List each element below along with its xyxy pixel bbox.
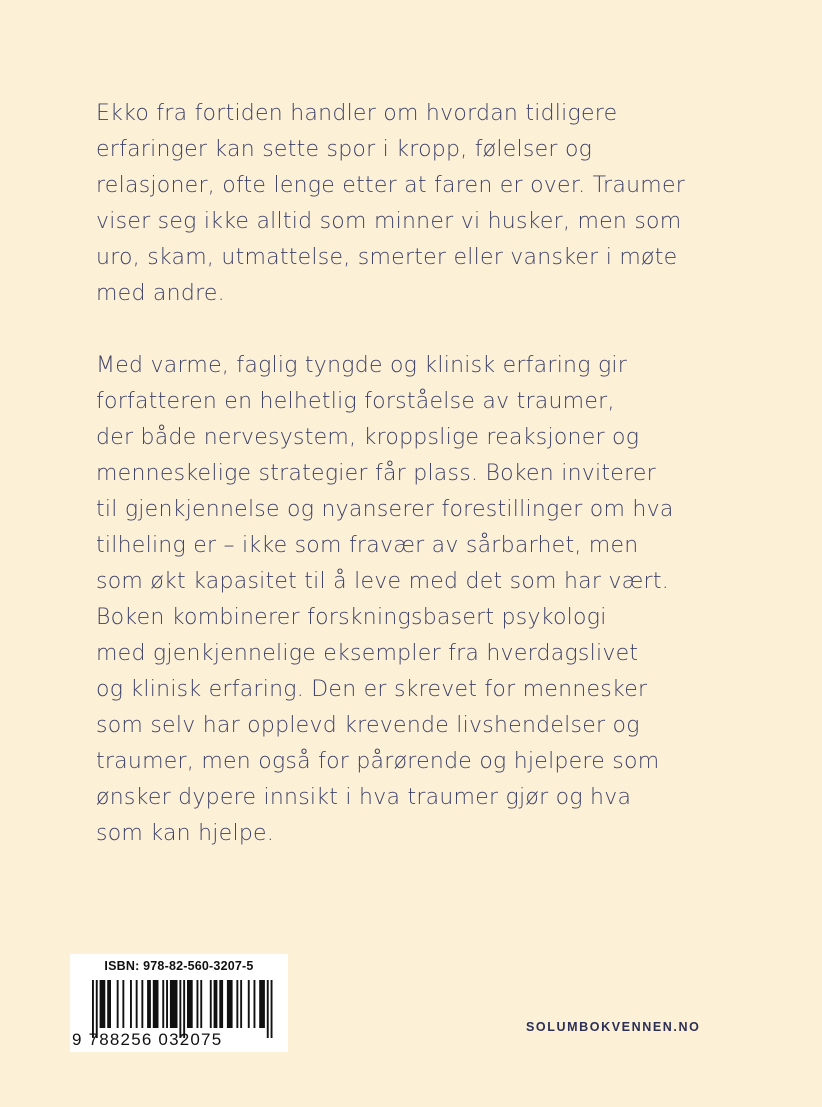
- blurb-line: som økt kapasitet til å leve med det som har vært.: [96, 569, 669, 594]
- blurb-line: Ekko fra fortiden handler om hvordan tidligere: [96, 101, 618, 126]
- blurb-line: viser seg ikke alltid som minner vi husker, men som: [96, 209, 682, 234]
- barcode-bar: [107, 980, 111, 1028]
- barcode-bar: [117, 980, 119, 1028]
- publisher-website: SOLUMBOKVENNEN.NO: [526, 1020, 701, 1034]
- barcode-bar: [214, 980, 218, 1028]
- barcode-bar: [166, 980, 168, 1028]
- blurb-line: med gjenkjennelige eksempler fra hverdagslivet: [96, 641, 639, 666]
- blurb-line: forfatteren en helhetlig forståelse av traumer,: [96, 389, 615, 414]
- barcode-bar: [197, 980, 199, 1028]
- back-cover-blurb: [96, 96, 776, 852]
- blurb-line: Boken kombinerer forskningsbasert psykologi: [96, 605, 607, 630]
- barcode-bar: [162, 980, 164, 1028]
- blurb-line: ønsker dypere innsikt i hva traumer gjør og hva: [96, 785, 632, 810]
- barcode-bar: [141, 980, 143, 1028]
- blurb-paragraph-2: [96, 348, 776, 852]
- barcode-bar: [170, 980, 178, 1028]
- blurb-line: uro, skam, utmattelse, smerter eller vansker i møte: [96, 245, 678, 270]
- blurb-line: til gjenkjennelse og nyanserer forestillinger om hva: [96, 497, 674, 522]
- barcode-bar: [254, 980, 256, 1028]
- blurb-line: som kan hjelpe.: [96, 821, 275, 846]
- blurb-line: erfaringer kan sette spor i kropp, følelser og: [96, 137, 593, 162]
- barcode-bar: [200, 980, 202, 1028]
- blurb-line: der både nervesystem, kroppslige reaksjoner og: [96, 425, 640, 450]
- barcode-bar: [236, 980, 238, 1028]
- barcode-bar: [153, 980, 159, 1028]
- barcode-bar: [136, 980, 138, 1028]
- blurb-line: tilheling er – ikke som fravær av sårbarhet, men: [96, 533, 639, 558]
- blurb-line: og klinisk erfaring. Den er skrevet for mennesker: [96, 677, 648, 702]
- barcode-bar: [147, 980, 151, 1028]
- barcode-bar: [248, 980, 250, 1028]
- barcode-bar: [227, 980, 233, 1028]
- isbn-barcode: [70, 954, 288, 1052]
- isbn-label: ISBN: 978-82-560-3207-5: [104, 959, 254, 973]
- barcode-bar: [259, 980, 265, 1028]
- barcode-bar: [267, 980, 269, 1038]
- barcode-bar: [100, 980, 106, 1028]
- barcode-bar: [240, 980, 242, 1028]
- blurb-line: med andre.: [96, 281, 225, 306]
- barcode-bar: [122, 980, 124, 1028]
- blurb-line: Med varme, faglig tyngde og klinisk erfaring gir: [96, 353, 628, 378]
- barcode-bar: [219, 980, 223, 1028]
- barcode-bar: [210, 980, 212, 1028]
- barcode-bar: [130, 980, 132, 1028]
- blurb-line: menneskelige strategier får plass. Boken inviterer: [96, 461, 656, 486]
- blurb-paragraph-1: [96, 96, 776, 312]
- barcode-bar: [271, 980, 273, 1038]
- barcode-bar: [187, 980, 193, 1028]
- barcode-digits: 9 788256 032075: [72, 1030, 223, 1049]
- blurb-line: relasjoner, ofte lenge etter at faren er over. Traumer: [96, 173, 686, 198]
- paragraph-spacer: [96, 312, 776, 348]
- blurb-line: traumer, men også for pårørende og hjelpere som: [96, 749, 660, 774]
- blurb-line: som selv har opplevd krevende livshendelser og: [96, 713, 640, 738]
